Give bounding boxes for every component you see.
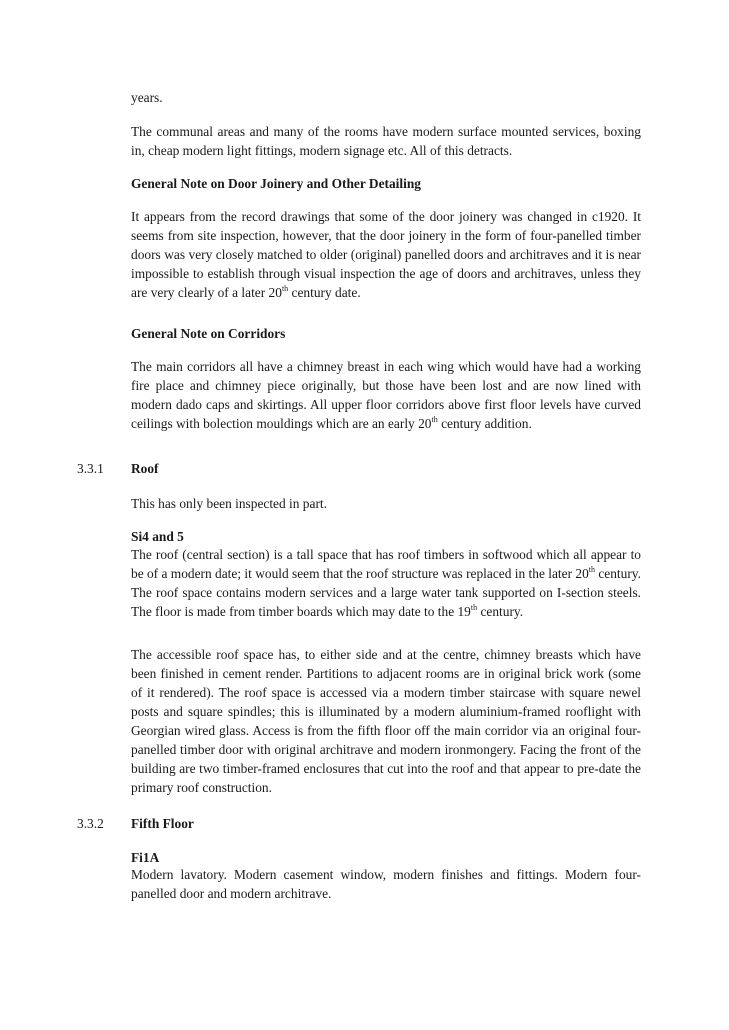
paragraph-si4-and-5 (131, 545, 641, 621)
door-superscript: th (281, 284, 289, 293)
heading-corridors: General Note on Corridors (131, 326, 286, 341)
si4-superscript-2: th (470, 603, 478, 612)
corridors-superscript: th (431, 415, 438, 424)
section-title-fifth-floor: Fifth Floor (131, 816, 194, 831)
section-number-3-3-1: 3.3.1 (77, 461, 104, 476)
paragraph-door-joinery (131, 207, 641, 302)
section-number-3-3-2: 3.3.2 (77, 816, 104, 831)
paragraph-accessible-roof-space: The accessible roof space has, to either side and at the centre, chimney breasts which have been finished in cement render. Partitions to adjacent rooms are in original brick work (some of it rendered). The roof space is accessed via a modern timber staircase with square newel posts and square spindles; this is illuminated by a modern aluminium-framed rooflight with Georgian wired glass. Access is from the fifth floor off the main corridor via an original four-panelled timber door with original architrave and modern ironmongery. Facing the front of the building are two timber-framed enclosures that cut into the roof and that appear to pre-date the primary roof construction. (131, 647, 641, 795)
paragraph-continuation: years. (131, 90, 163, 105)
heading-fi1a: Fi1A (131, 850, 160, 865)
paragraph-fi1a: Modern lavatory. Modern casement window, modern finishes and fittings. Modern four-panelled door and modern architrave. (131, 867, 641, 901)
door-text-1: It appears from the record drawings that some of the door joinery was changed in c1920. It seems from site inspection, however, that the door joinery in the form of four-panelled timber doors was very closely matched to older (original) panelled doors and architraves and it is near impossible to establish through visual inspection the age of doors and architraves, unless they are very clearly of a later 20 (131, 209, 641, 300)
si4-superscript-1: th (588, 565, 595, 574)
paragraph-roof-inspected: This has only been inspected in part. (131, 496, 327, 511)
door-text-2: century date. (288, 285, 361, 300)
corridors-text-1: The main corridors all have a chimney breast in each wing which would have had a working fire place and chimney piece originally, but those have been lost and are now lined with modern dado caps and skirtings. All upper floor corridors above first floor levels have curved ceilings with bolection mouldings which are an early 20 (131, 359, 641, 431)
heading-door-joinery: General Note on Door Joinery and Other Detailing (131, 176, 421, 191)
si4-text-2: century. The roof space contains modern services and a large water tank supported on I-section steels. The floor is made from timber boards which may date to the 19 (131, 566, 641, 619)
si4-text-1: The roof (central section) is a tall space that has roof timbers in softwood which all appear to be of a modern date; it would seem that the roof structure was replaced in the later 20 (131, 547, 641, 581)
paragraph-corridors (131, 357, 641, 433)
corridors-text-2: century addition. (437, 416, 532, 431)
paragraph-communal-areas: The communal areas and many of the rooms have modern surface mounted services, boxing in, cheap modern light fittings, modern signage etc. All of this detracts. (131, 124, 641, 158)
si4-text-3: century. (477, 604, 524, 619)
section-title-roof: Roof (131, 461, 159, 476)
heading-si4-and-5: Si4 and 5 (131, 529, 184, 544)
